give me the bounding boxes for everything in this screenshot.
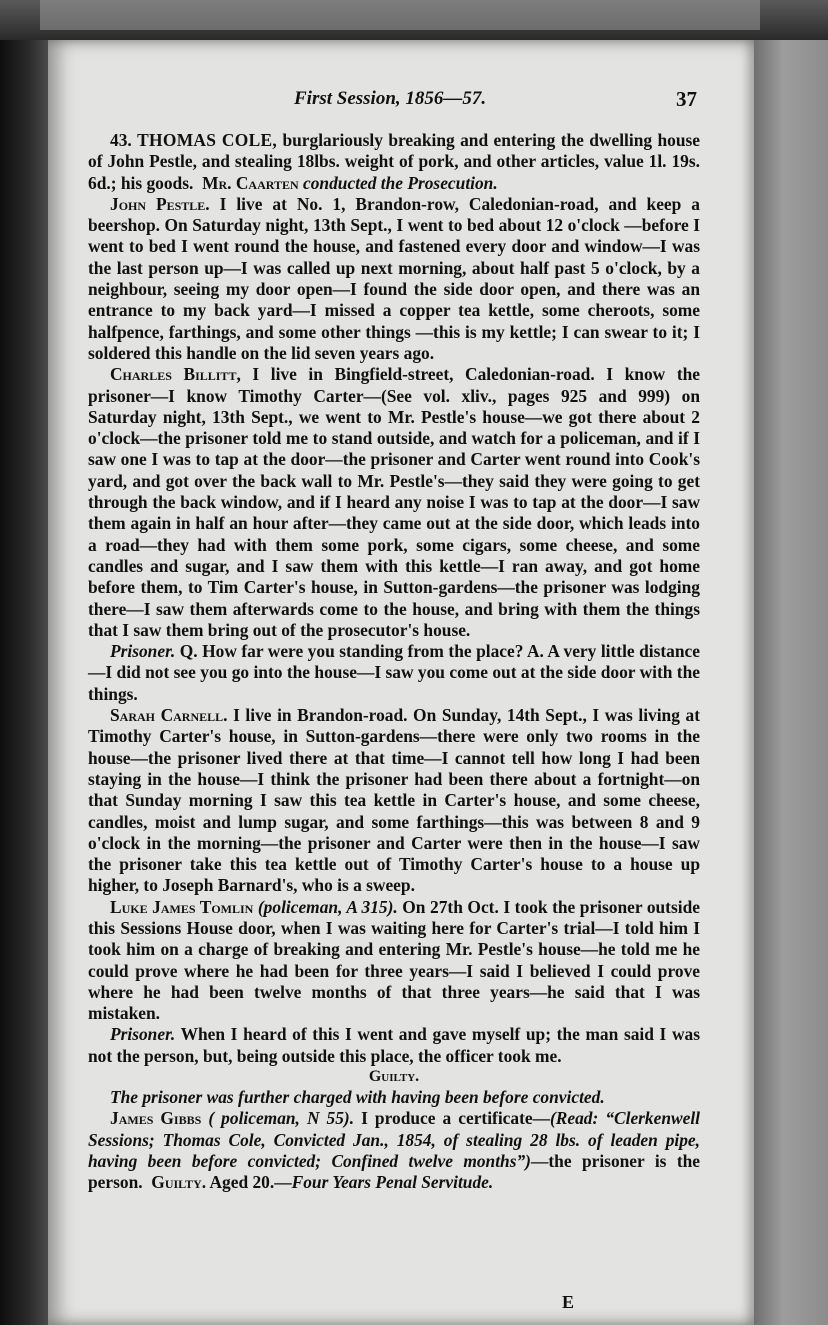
right-page-edge xyxy=(754,40,828,1325)
final-verdict: Guilty. xyxy=(151,1172,207,1193)
testimony-paragraph xyxy=(88,1024,700,1067)
testimony-text: On 27th Oct. I took the prisoner outside this Sessions House door, when I was waiting here for Carter's trial—I told him I took him on a charge of breaking and entering Mr. Pestle's house—he told me he could prove where he had been for three years—I said I believed I could prove where he had been twelve months of that three years—he said that I was mistaken. xyxy=(88,896,700,1024)
testimony-text: Q. How far were you standing from the place? A. A very little distance—I did not see you go into the house—I saw you come out at the side door with the things. xyxy=(88,641,700,704)
witness-name: Prisoner. xyxy=(110,641,176,662)
certificate-paragraph xyxy=(88,1108,700,1193)
binding-gutter xyxy=(0,40,48,1325)
prosecution-counsel: Mr. Caarten xyxy=(202,172,299,193)
testimony-paragraph xyxy=(88,897,700,1025)
case-number: 43. xyxy=(110,130,132,150)
sentence: Four Years Penal Servitude. xyxy=(291,1172,494,1193)
witness-name: Luke James Tomlin xyxy=(110,896,254,917)
certificate-quote: (Read: “Clerkenwell Sessions; Thomas Cole, Convicted Jan., 1854, of stealing 28 lbs. of leaden pipe, having been before convicted; Confined twelve months”) xyxy=(88,1108,700,1171)
verdict: Guilty. xyxy=(368,1068,420,1086)
testimony-text: I live in Bingfield-street, Caledonian-road. I know the prisoner—I know Timothy Carter—(See vol. xliv., pages 925 and 999) on Saturday night, 13th Sept., we went to Mr. Pestle's house—we got there about 2 o'clock—the prisoner told me to stand outside, and watch for a policeman, and if I saw one I was to tap at the door—the prisoner and Carter went round into Cook's yard, and got over the back wall to Mr. Pestle's—they said they were going to get through the back window, and if I heard any noise I was to tap at the door—I saw them again in half an hour after—they came out at the side door, which leads into a road—they had with them some pork, some cigars, some cheese, and some candles and sugar, and I saw them with this kettle—I ran away, and got home before them, to Tim Carter's house, in Sutton-gardens—the prisoner was lodging there—I saw them afterwards come to the house, and bring with them the things that I saw them bring out of the prosecutor's house. xyxy=(88,364,700,640)
defendant-name: THOMAS COLE, xyxy=(137,130,278,150)
certificate-text-before: I produce a certificate— xyxy=(361,1108,550,1129)
page-number: 37 xyxy=(676,87,697,111)
witness-name: John Pestle. xyxy=(110,193,210,214)
case-charge: burglariously breaking and entering the dwelling house of John Pestle, and stealing 18lbs. weight of pork, and other articles, value 1l. 19s. 6d.; his goods. xyxy=(88,130,700,193)
witness-name: Prisoner. xyxy=(110,1024,176,1045)
previous-page-sliver xyxy=(40,0,760,30)
testimony-paragraph xyxy=(88,705,700,897)
further-charge: The prisoner was further charged with having been before convicted. xyxy=(110,1087,605,1108)
catchword: E xyxy=(562,1292,575,1312)
certificate-text-after: —the prisoner is the person. xyxy=(88,1150,700,1193)
testimony-paragraph xyxy=(88,364,700,641)
witness-name: Sarah Carnell. xyxy=(110,705,228,726)
witness-name: James Gibbs xyxy=(110,1108,202,1129)
defendant-age: Aged 20.— xyxy=(209,1172,292,1193)
testimony-paragraph xyxy=(88,194,700,364)
page-body xyxy=(88,130,700,1194)
document-page xyxy=(48,40,754,1325)
testimony-text: I live in Brandon-road. On Sunday, 14th Sept., I was living at Timothy Carter's house, in Sutton-gardens—there were only two rooms in the house—the prisoner lived there at that time—I cannot tell how long I had been staying in the house—I think the prisoner had been there about a fortnight—on that Sunday morning I saw this tea kettle in Carter's house, and some cheese, candles, moist and lump sugar, and some farthings—this was between 8 and 9 o'clock in the morning—the prisoner and Carter were then in the house—I saw the prisoner take this tea kettle out of Timothy Carter's house to a house up higher, to Joseph Barnard's, who is a sweep. xyxy=(88,705,700,896)
running-head: First Session, 1856—57. xyxy=(294,88,487,109)
testimony-text: When I heard of this I went and gave myself up; the man said I was not the person, but, being outside this place, the officer took me. xyxy=(88,1024,700,1066)
prosecution-note: conducted the Prosecution. xyxy=(303,172,498,193)
previous-page-edge xyxy=(0,0,828,40)
testimony-text: I live at No. 1, Brandon-row, Caledonian-road, and keep a beershop. On Saturday night, 13th Sept., I went to bed about 12 o'clock —before I went to bed I went round the house, and fastened every door and window—I was the last person up—I was called up next morning, about half past 5 o'clock, by a neighbour, seeing my door open—I found the side door open, and there was an entrance to my back yard—I missed a copper tea kettle, some cheroots, some halfpence, farthings, and some other things —this is my kettle; I can swear to it; I soldered this handle on the lid seven years ago. xyxy=(88,193,700,363)
witness-note: ( policeman, N 55). xyxy=(208,1108,355,1129)
witness-note: (policeman, A 315). xyxy=(257,896,398,917)
testimony-paragraph xyxy=(88,641,700,705)
witness-name: Charles Billitt, xyxy=(110,364,241,385)
case-heading xyxy=(88,130,700,194)
